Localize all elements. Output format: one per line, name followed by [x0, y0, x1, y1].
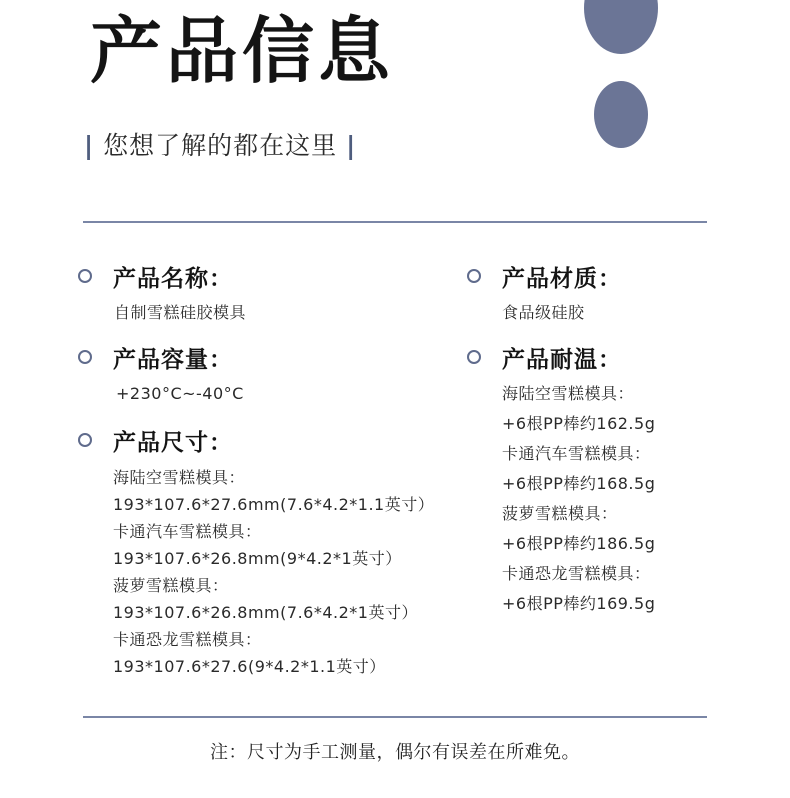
section-line: 食品级硅胶 — [502, 303, 585, 322]
circle-bullet-icon — [78, 433, 92, 447]
subtitle-bar-left: | — [84, 131, 95, 160]
section-product-material — [467, 258, 622, 328]
section-line: +6根PP棒约186.5g — [502, 534, 656, 553]
section-heading: 产品耐温： — [502, 346, 622, 373]
section-line: 193*107.6*27.6mm(7.6*4.2*1.1英寸） — [113, 495, 435, 514]
section-heading: 产品材质： — [502, 265, 622, 292]
section-line: 海陆空雪糕模具： — [502, 384, 635, 403]
divider-bottom — [83, 716, 707, 718]
section-line: +6根PP棒约168.5g — [502, 474, 656, 493]
section-line: 193*107.6*26.8mm(9*4.2*1英寸） — [113, 549, 402, 568]
section-heading: 产品名称： — [113, 265, 233, 292]
section-product-temperature — [467, 339, 655, 619]
section-line: +230°C~-40°C — [116, 384, 244, 403]
decorative-oval-top — [584, 0, 658, 54]
section-product-capacity — [78, 339, 244, 409]
circle-bullet-icon — [78, 350, 92, 364]
section-line: 菠萝雪糕模具： — [113, 576, 229, 595]
section-line: 卡通恐龙雪糕模具： — [502, 564, 651, 583]
section-line: 193*107.6*26.8mm(7.6*4.2*1英寸） — [113, 603, 418, 622]
section-line: 自制雪糕硅胶模具 — [114, 303, 247, 322]
section-line: 卡通汽车雪糕模具： — [113, 522, 262, 541]
section-product-size — [78, 422, 434, 680]
circle-bullet-icon — [467, 350, 481, 364]
section-heading: 产品尺寸： — [113, 429, 233, 456]
section-line: 卡通恐龙雪糕模具： — [113, 630, 262, 649]
section-product-name — [78, 258, 246, 328]
section-line: 海陆空雪糕模具： — [113, 468, 246, 487]
divider-top — [83, 221, 707, 223]
section-line: +6根PP棒约162.5g — [502, 414, 656, 433]
page-title: 产品信息 — [90, 9, 395, 93]
decorative-oval-bottom — [594, 81, 648, 148]
section-heading: 产品容量： — [113, 346, 233, 373]
section-line: 193*107.6*27.6(9*4.2*1.1英寸） — [113, 657, 386, 676]
section-line: 菠萝雪糕模具： — [502, 504, 618, 523]
page-subtitle — [84, 128, 356, 164]
circle-bullet-icon — [78, 269, 92, 283]
footer-note: 注：尺寸为手工测量，偶尔有误差在所难免。 — [210, 742, 580, 763]
section-line: +6根PP棒约169.5g — [502, 594, 656, 613]
subtitle-bar-right: | — [346, 131, 357, 160]
section-line: 卡通汽车雪糕模具： — [502, 444, 651, 463]
subtitle-text: 您想了解的都在这里 — [103, 131, 338, 160]
circle-bullet-icon — [467, 269, 481, 283]
